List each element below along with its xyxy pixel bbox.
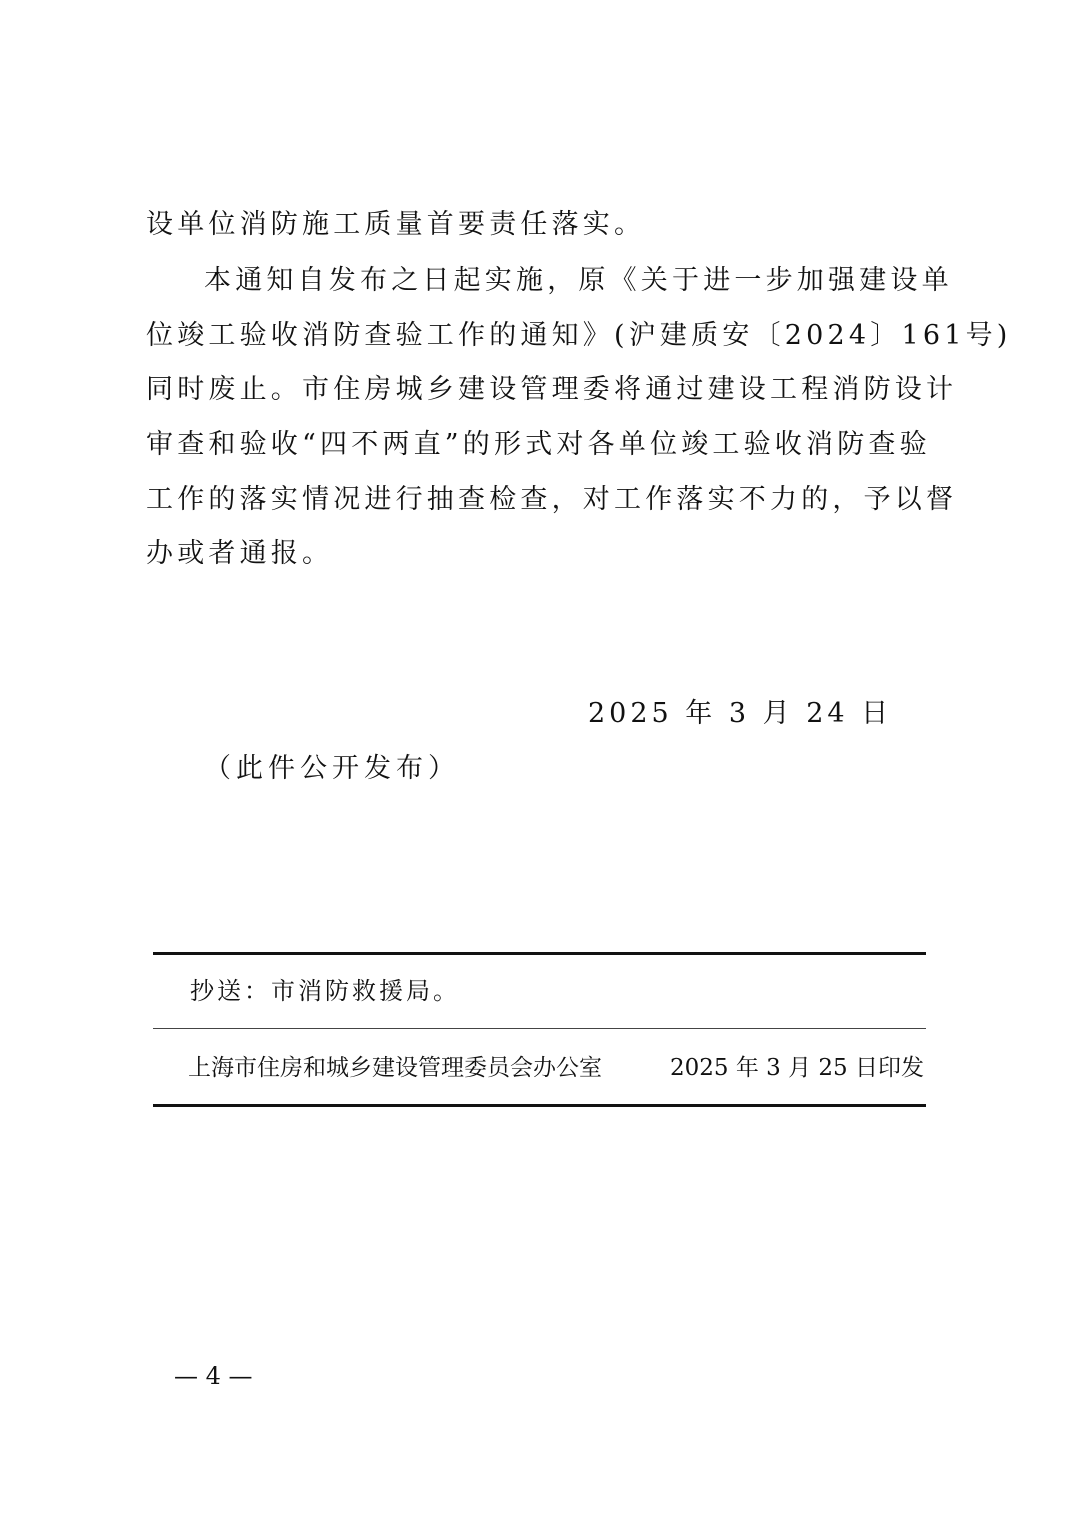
footer-top-rule	[153, 952, 926, 955]
body-line-6: 工作的落实情况进行抽查检查，对工作落实不力的，予以督	[146, 484, 958, 515]
page-number: — 4 —	[174, 1362, 253, 1390]
public-release-note: （此件公开发布）	[204, 753, 460, 784]
body-line-2: 本通知自发布之日起实施，原《关于进一步加强建设单	[204, 265, 953, 296]
body-line-7: 办或者通报。	[146, 538, 334, 569]
footer-middle-rule	[153, 1028, 926, 1029]
issuing-office: 上海市住房和城乡建设管理委员会办公室	[188, 1055, 602, 1081]
body-line-5: 审查和验收“四不两直”的形式对各单位竣工验收消防查验	[146, 429, 931, 460]
cc-line: 抄送：市消防救援局。	[190, 977, 460, 1005]
body-line-3: 位竣工验收消防查验工作的通知》(沪建质安〔2024〕161号)	[146, 320, 1012, 351]
body-line-1: 设单位消防施工质量首要责任落实。	[146, 209, 646, 240]
body-line-4: 同时废止。市住房城乡建设管理委将通过建设工程消防设计	[146, 374, 958, 405]
footer-bottom-rule	[153, 1104, 926, 1107]
signature-date: 2025 年 3 月 24 日	[588, 698, 893, 729]
print-date: 2025 年 3 月 25 日印发	[670, 1055, 924, 1081]
